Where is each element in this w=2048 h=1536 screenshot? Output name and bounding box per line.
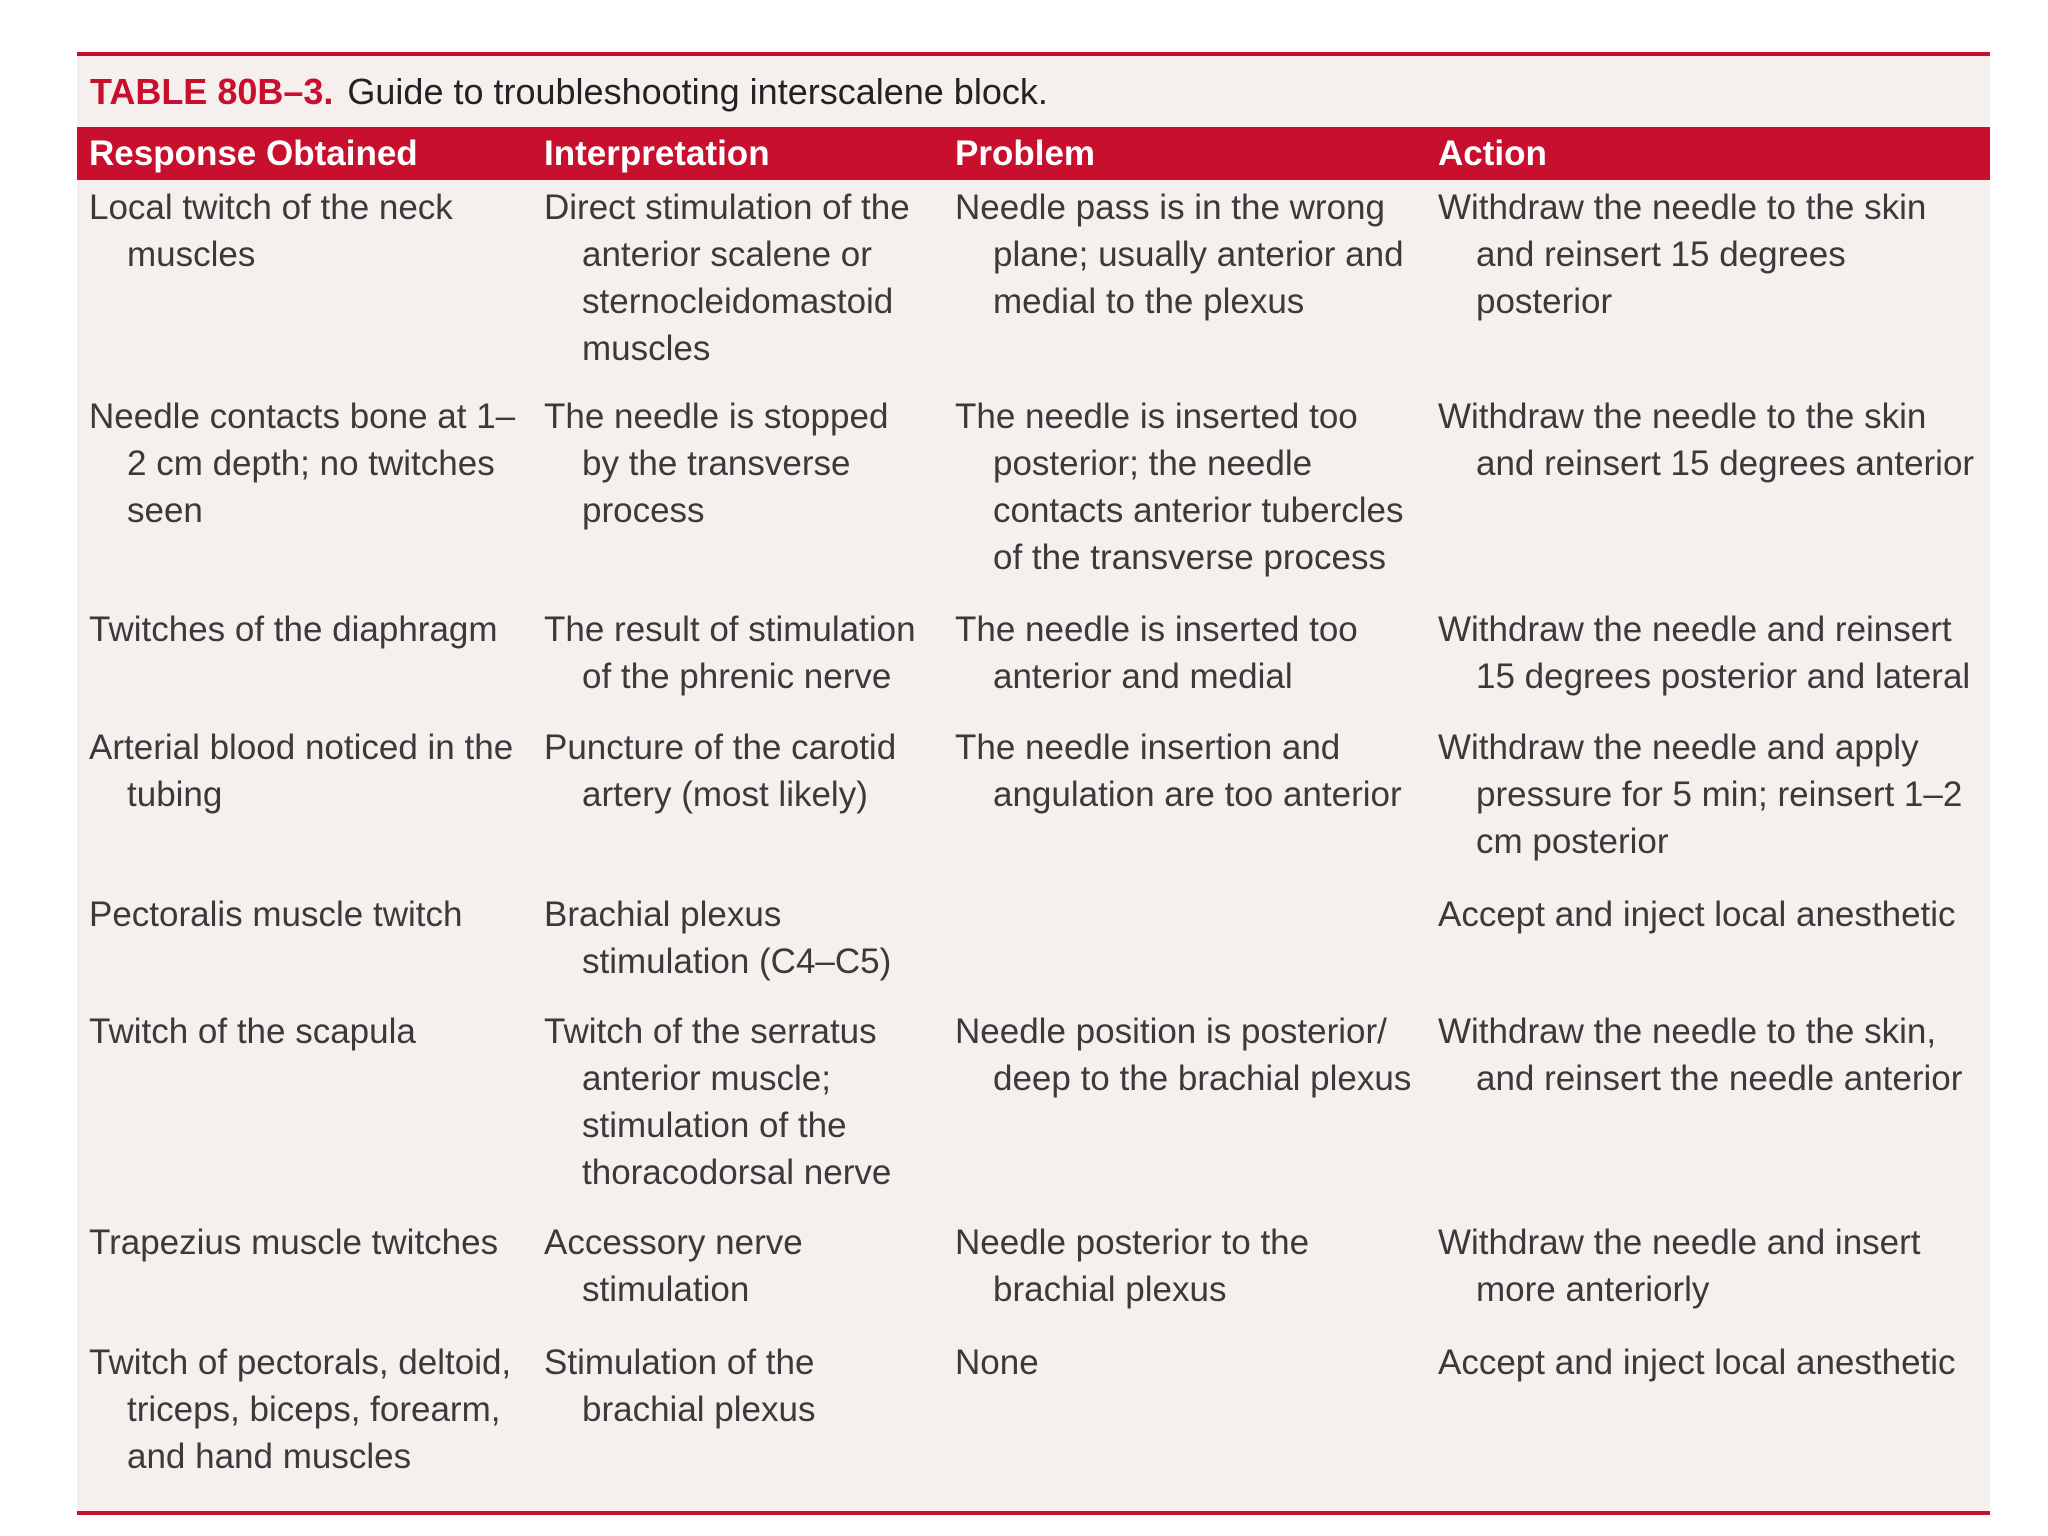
cell-action: Withdraw the needle to the skin and reinsert 15 degrees anterior bbox=[1438, 397, 1975, 483]
cell-response: Twitches of the diaphragm bbox=[89, 610, 498, 649]
cell-interpretation: Accessory nerve stimulation bbox=[544, 1223, 803, 1309]
table-row bbox=[77, 1219, 1990, 1339]
table-title: Guide to troubleshooting interscalene block. bbox=[347, 70, 1048, 112]
cell-response: Arterial blood noticed in the tubing bbox=[89, 728, 514, 814]
table-row bbox=[77, 180, 1990, 393]
cell-interpretation: Stimulation of the brachial plexus bbox=[544, 1343, 816, 1429]
table-header-row bbox=[77, 127, 1990, 180]
cell-problem: None bbox=[955, 1343, 1039, 1382]
table-row bbox=[77, 393, 1990, 606]
cell-response: Needle contacts bone at 1–2 cm depth; no twitches seen bbox=[89, 397, 516, 530]
cell-problem: The needle insertion and angulation are too anterior bbox=[955, 728, 1402, 814]
table-label: TABLE 80B–3. bbox=[90, 70, 334, 112]
troubleshooting-table bbox=[77, 52, 1990, 1515]
cell-interpretation: The needle is stopped by the transverse process bbox=[544, 397, 889, 530]
header-interpretation: Interpretation bbox=[544, 133, 770, 173]
cell-interpretation: Puncture of the carotid artery (most likely) bbox=[544, 728, 897, 814]
table-body bbox=[77, 180, 1990, 1499]
table-row bbox=[77, 1339, 1990, 1499]
table-row bbox=[77, 891, 1990, 1008]
cell-problem: The needle is inserted too posterior; the needle contacts anterior tubercles of the transverse process bbox=[955, 397, 1404, 577]
header-problem: Problem bbox=[955, 133, 1096, 173]
cell-interpretation: The result of stimulation of the phrenic nerve bbox=[544, 610, 916, 696]
header-response-obtained: Response Obtained bbox=[89, 133, 418, 173]
cell-action: Withdraw the needle and insert more anteriorly bbox=[1438, 1223, 1921, 1309]
header-action: Action bbox=[1438, 133, 1547, 173]
cell-interpretation: Brachial plexus stimulation (C4–C5) bbox=[544, 895, 892, 981]
cell-action: Withdraw the needle and apply pressure for 5 min; reinsert 1–2 cm posterior bbox=[1438, 728, 1963, 861]
cell-problem bbox=[943, 891, 1426, 1008]
cell-interpretation: Twitch of the serratus anterior muscle; stimulation of the thoracodorsal nerve bbox=[544, 1012, 892, 1192]
table-row bbox=[77, 606, 1990, 724]
cell-problem: The needle is inserted too anterior and medial bbox=[955, 610, 1358, 696]
cell-problem: Needle posterior to the brachial plexus bbox=[955, 1223, 1310, 1309]
cell-action: Accept and inject local anesthetic bbox=[1438, 895, 1956, 934]
table-row bbox=[77, 724, 1990, 891]
cell-action: Accept and inject local anesthetic bbox=[1438, 1343, 1956, 1382]
table-row bbox=[77, 1008, 1990, 1219]
cell-response: Pectoralis muscle twitch bbox=[89, 895, 463, 934]
cell-action: Withdraw the needle to the skin, and reinsert the needle anterior bbox=[1438, 1012, 1963, 1098]
cell-response: Trapezius muscle twitches bbox=[89, 1223, 499, 1262]
cell-response: Local twitch of the neck muscles bbox=[89, 188, 453, 274]
cell-response: Twitch of pectorals, deltoid, triceps, biceps, forearm, and hand muscles bbox=[89, 1343, 512, 1476]
cell-response: Twitch of the scapula bbox=[89, 1012, 416, 1051]
cell-problem: Needle position is posterior/ deep to the brachial plexus bbox=[955, 1012, 1412, 1098]
cell-action: Withdraw the needle and reinsert 15 degrees posterior and lateral bbox=[1438, 610, 1971, 696]
cell-interpretation: Direct stimulation of the anterior scalene or sternocleidomastoid muscles bbox=[544, 188, 910, 368]
table-caption bbox=[77, 56, 1990, 127]
cell-action: Withdraw the needle to the skin and reinsert 15 degrees posterior bbox=[1438, 188, 1927, 321]
cell-problem: Needle pass is in the wrong plane; usually anterior and medial to the plexus bbox=[955, 188, 1404, 321]
